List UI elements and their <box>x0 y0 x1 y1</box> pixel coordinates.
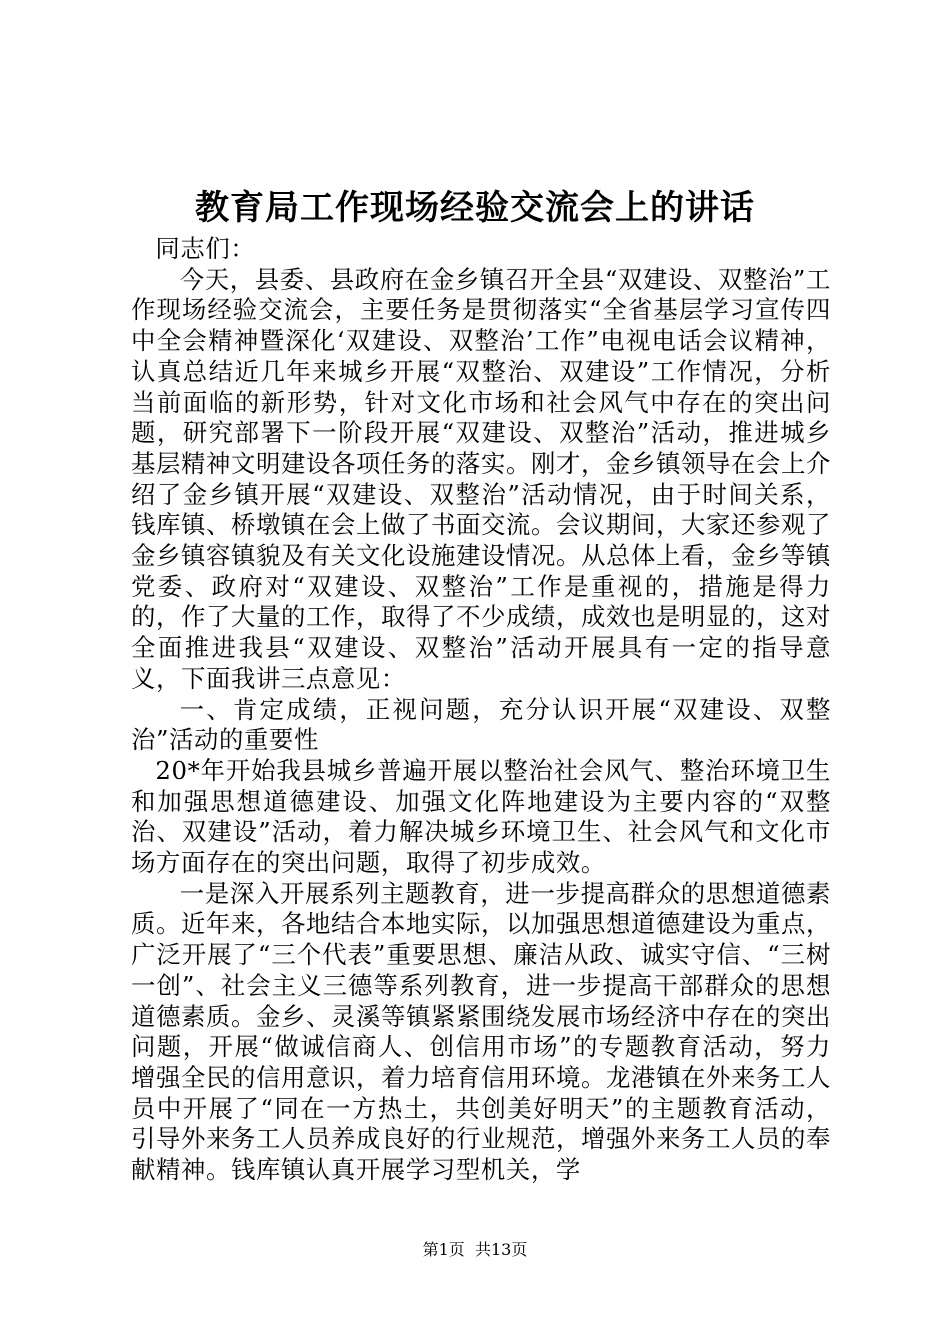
document-body <box>131 234 831 1186</box>
page-number: 第1页 <box>422 1240 465 1259</box>
paragraph-intro: 今天，县委、县政府在金乡镇召开全县“双建设、双整治”工作现场经验交流会，主要任务是贯彻落实“全省基层学习宣传四中全会精神暨深化‘双建设、双整治’工作”电视电话会议精神，认真总结近几年来城乡开展“双整治、双建设”工作情况，分析当前面临的新形势，针对文化市场和社会风气中存在的突出问题，研究部署下一阶段开展“双建设、双整治”活动，推进城乡基层精神文明建设各项任务的落实。刚才，金乡镇领导在会上介绍了金乡镇开展“双建设、双整治”活动情况，由于时间关系，钱库镇、桥墩镇在会上做了书面交流。会议期间，大家还参观了金乡镇容镇貌及有关文化设施建设情况。从总体上看，金乡等镇党委、政府对“双建设、双整治”工作是重视的，措施是得力的，作了大量的工作，取得了不少成绩，成效也是明显的，这对全面推进我县“双建设、双整治”活动开展具有一定的指导意义，下面我讲三点意见： <box>131 264 831 693</box>
salutation: 同志们： <box>155 234 256 263</box>
document-title: 教育局工作现场经验交流会上的讲话 <box>195 188 755 228</box>
paragraph-point-1: 一是深入开展系列主题教育，进一步提高群众的思想道德素质。近年来，各地结合本地实际，以加强思想道德建设为重点，广泛开展了“三个代表”重要思想、廉洁从政、诚实守信、“三树一创”、社会主义三德等系列教育，进一步提高干部群众的思想道德素质。金乡、灵溪等镇紧紧围绕发展市场经济中存在的突出问题，开展“做诚信商人、创信用市场”的专题教育活动，努力增强全民的信用意识，着力培育信用环境。龙港镇在外来务工人员中开展了“同在一方热土，共创美好明天”的主题教育活动，引导外来务工人员养成良好的行业规范，增强外来务工人员的奉献精神。钱库镇认真开展学习型机关，学 <box>131 878 831 1185</box>
section-heading-1: 一、肯定成绩，正视问题，充分认识开展“双建设、双整治”活动的重要性 <box>131 694 831 755</box>
page-total: 共13页 <box>474 1240 528 1259</box>
page-footer <box>0 1240 950 1260</box>
paragraph-background: 20*年开始我县城乡普遍开展以整治社会风气、整治环境卫生和加强思想道德建设、加强文化阵地建设为主要内容的“双整治、双建设”活动，着力解决城乡环境卫生、社会风气和文化市场方面存在的突出问题，取得了初步成效。 <box>131 755 831 878</box>
